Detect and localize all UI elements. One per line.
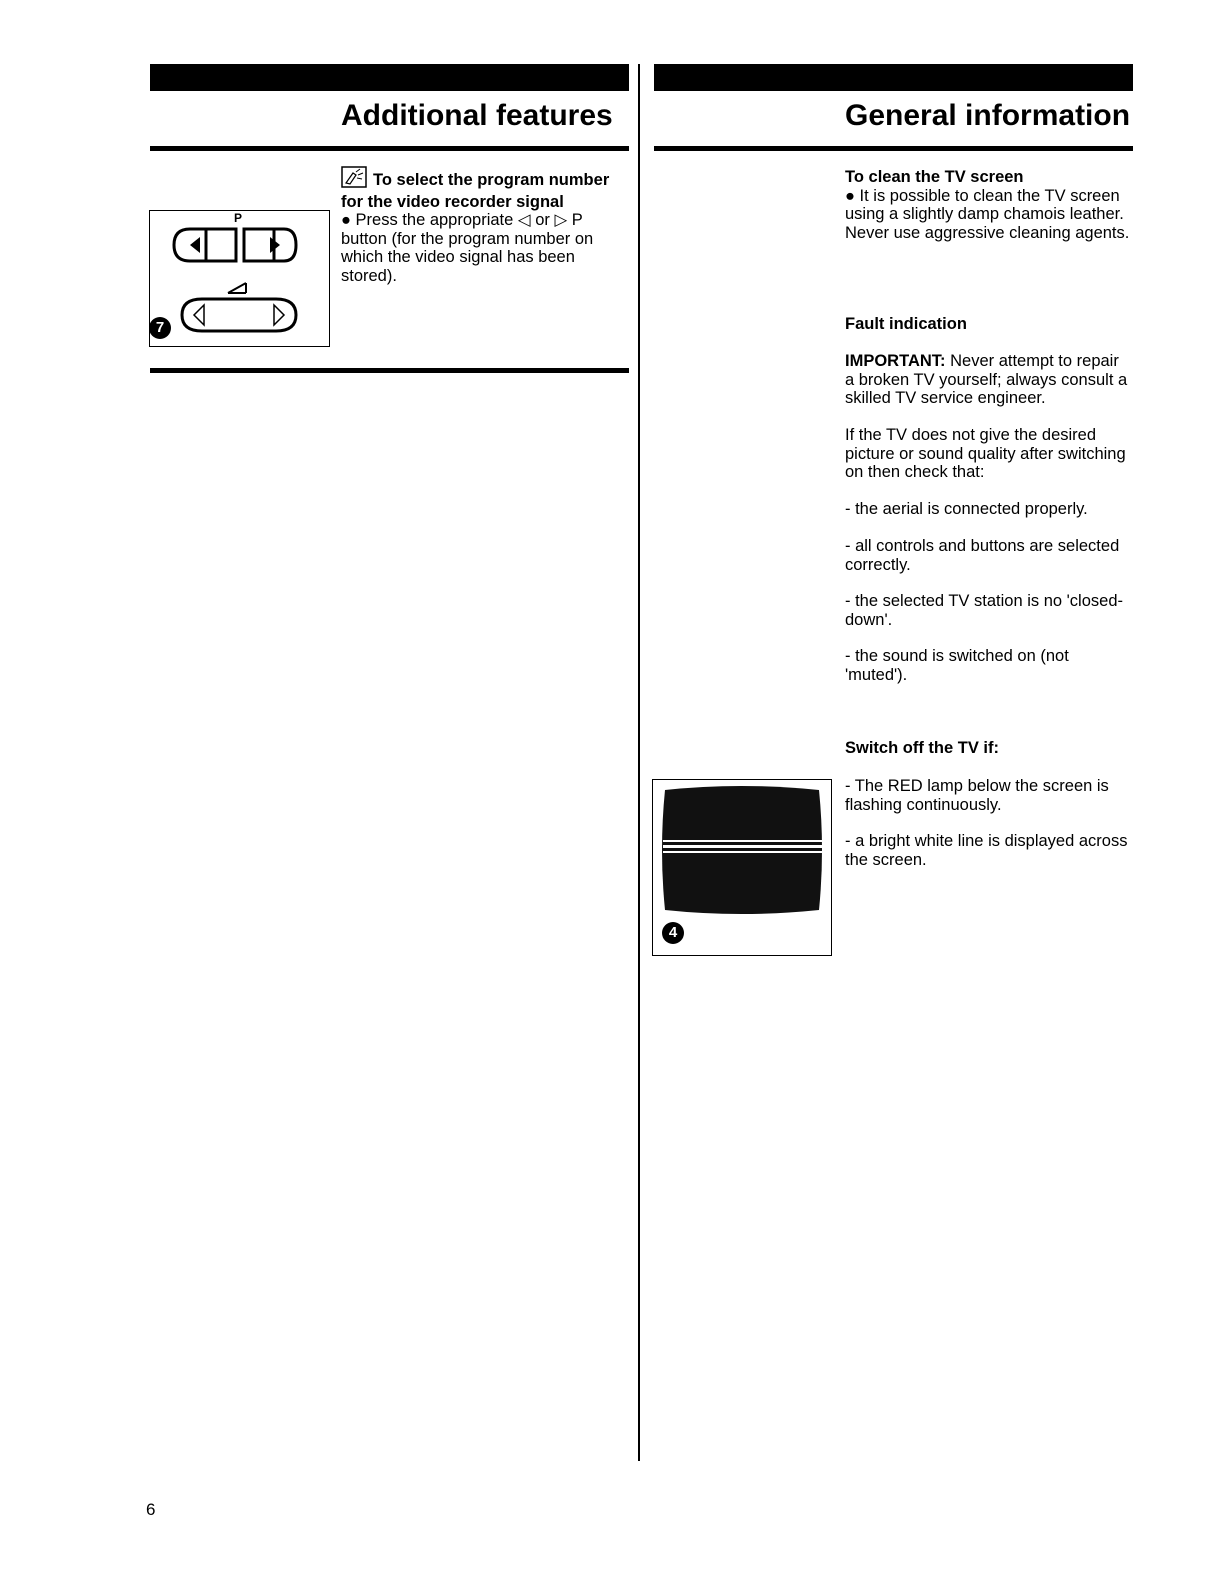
important-label: IMPORTANT: (845, 352, 946, 370)
figure-4-badge: 4 (662, 922, 684, 944)
page-number: 6 (146, 1500, 156, 1519)
program-number-instruction: ● Press the appropriate ◁ or ▷ P button (for the program number on which the video signal has been stored). (341, 211, 594, 285)
left-header-bar (150, 64, 629, 91)
remote-buttons-figure (149, 210, 330, 347)
right-title-rule (654, 146, 1133, 151)
check-item: - the sound is switched on (not 'muted'). (845, 647, 1069, 684)
clean-heading: To clean the TV screen (845, 168, 1024, 186)
column-divider (638, 64, 640, 1461)
volume-rocker-button (182, 299, 296, 331)
switch-off-item: - a bright white line is displayed across the screen. (845, 832, 1128, 869)
check-intro: If the TV does not give the desired picture or sound quality after switching on then check that: (845, 426, 1126, 481)
left-arrow-symbol: ◁ (517, 211, 531, 229)
figure-7-badge: 7 (149, 317, 171, 339)
right-page-title: General information (845, 99, 1131, 132)
left-section (341, 166, 621, 285)
p-label: P (234, 211, 243, 225)
right-header-bar (654, 64, 1133, 91)
right-arrow-symbol: ▷ (554, 211, 568, 229)
left-section-end-rule (150, 368, 629, 373)
program-down-button (174, 229, 236, 261)
volume-symbol-icon (228, 283, 246, 293)
check-item: - all controls and buttons are selected correctly. (845, 537, 1120, 574)
check-item: - the aerial is connected properly. (845, 500, 1088, 518)
switch-off-heading: Switch off the TV if: (845, 739, 999, 757)
fault-heading: Fault indication (845, 315, 967, 333)
clean-text: ● It is possible to clean the TV screen using a slightly damp chamois leather. Never use aggressive cleaning agents. (845, 186, 1130, 242)
program-number-heading-text: To select the program number for the video recorder signal (341, 171, 610, 211)
check-item: - the selected TV station is no 'closed-down'. (845, 592, 1123, 629)
left-page-title: Additional features (341, 99, 613, 132)
program-number-heading (341, 166, 621, 211)
important-text: Never attempt to repair a broken TV yourself; always consult a skilled TV service engineer. (845, 352, 1128, 407)
important-note (845, 352, 1132, 408)
hand-remote-icon (341, 166, 367, 193)
left-title-rule (150, 146, 629, 151)
switch-off-item: - The RED lamp below the screen is flashing continuously. (845, 777, 1109, 814)
tv-screen-figure (652, 779, 832, 956)
remote-buttons-drawing (150, 211, 328, 345)
clean-section (845, 168, 1130, 242)
program-up-button (244, 229, 296, 261)
